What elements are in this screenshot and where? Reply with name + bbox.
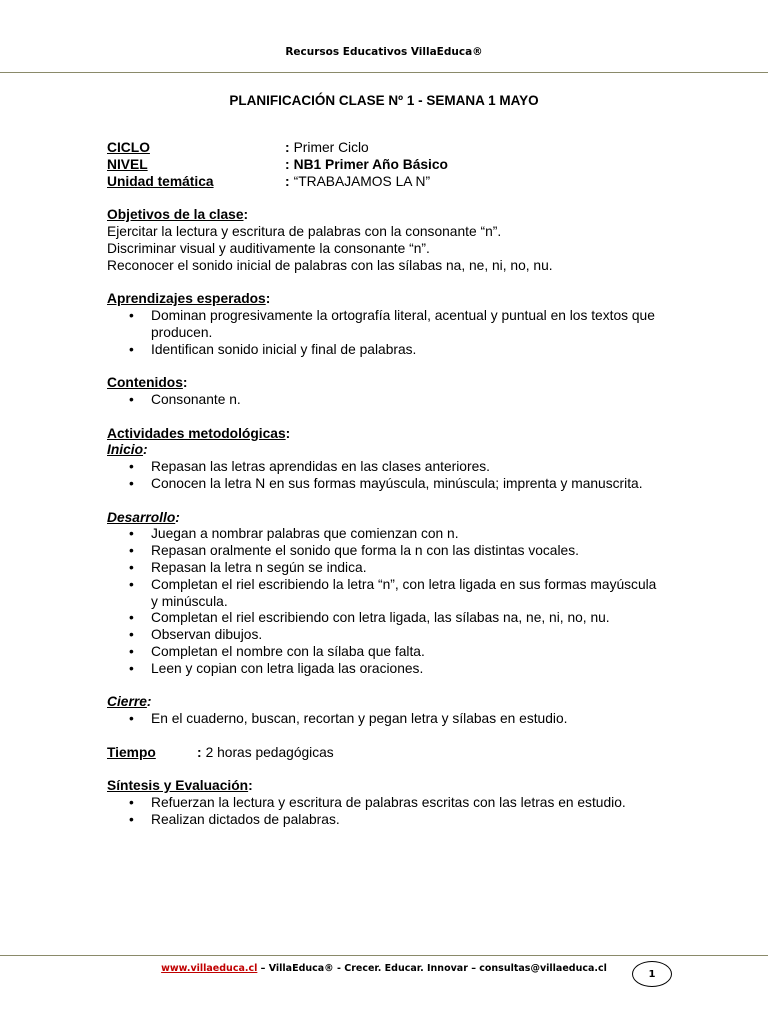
list-item: • Repasan la letra n según se indica. [151,560,667,577]
list-item: • Consonante n. [151,392,667,409]
inicio-heading: Inicio: [107,442,148,458]
tiempo-row [107,745,667,762]
colon: : [197,744,202,760]
aprendizajes-list [107,308,667,358]
info-unidad [107,174,667,191]
list-item: • Completan el nombre con la sílaba que falta. [151,644,667,661]
page-number-badge: 1 [632,961,672,987]
list-item: • Completan el riel escribiendo la letra “n”, con letra ligada en sus formas mayúscula y minúscula. [151,577,667,611]
desarrollo-heading: Desarrollo: [107,509,180,525]
contenidos-list [107,392,667,409]
header-divider [0,72,768,73]
list-item: • En el cuaderno, buscan, recortan y pegan letra y sílabas en estudio. [151,711,667,728]
tiempo-label: Tiempo [107,744,156,760]
objetivos-heading: Objetivos de la clase: [107,207,249,223]
list-item: • Juegan a nombrar palabras que comienzan con n. [151,526,667,543]
cierre-list [107,711,667,728]
footer-divider [0,955,768,956]
info-nivel [107,157,667,174]
colon: : [285,173,290,189]
colon: : [285,156,290,172]
nivel-value: NB1 Primer Año Básico [293,156,448,172]
list-item: • Leen y copian con letra ligada las oraciones. [151,661,667,678]
list-item: • Dominan progresivamente la ortografía literal, acentual y puntual en los textos que producen. [151,308,667,342]
unidad-label: Unidad temática [107,173,214,189]
desarrollo-list [107,526,667,677]
inicio-list [107,459,667,493]
unidad-value: “TRABAJAMOS LA N” [293,173,431,189]
list-item: • Repasan las letras aprendidas en las clases anteriores. [151,459,667,476]
aprendizajes-heading: Aprendizajes esperados: [107,291,271,307]
contenidos-heading: Contenidos: [107,375,188,391]
list-item: • Conocen la letra N en sus formas mayúscula, minúscula; imprenta y manuscrita. [151,476,667,493]
list-item: • Realizan dictados de palabras. [151,812,667,829]
page-header: Recursos Educativos VillaEduca® [285,46,483,58]
nivel-label: NIVEL [107,156,148,172]
page-title: PLANIFICACIÓN CLASE Nº 1 - SEMANA 1 MAYO [229,93,539,108]
cierre-heading: Cierre: [107,694,152,710]
footer-text: – VillaEduca® - Crecer. Educar. Innovar – consultas@villaeduca.cl [257,963,607,974]
objetivo-line: Discriminar visual y auditivamente la consonante “n”. [107,240,430,256]
list-item: • Observan dibujos. [151,627,667,644]
list-item: • Identifican sonido inicial y final de palabras. [151,342,667,359]
objetivo-line: Ejercitar la lectura y escritura de palabras con la consonante “n”. [107,223,502,239]
colon: : [285,140,290,155]
objetivo-line: Reconocer el sonido inicial de palabras con las sílabas na, ne, ni, no, nu. [107,257,553,273]
actividades-heading: Actividades metodológicas: [107,425,291,441]
ciclo-value: Primer Ciclo [293,140,369,155]
list-item: • Refuerzan la lectura y escritura de palabras escritas con las letras en estudio. [151,795,667,812]
ciclo-label: CICLO [107,140,150,155]
website-link[interactable]: www.villaeduca.cl [161,963,258,974]
sintesis-list [107,795,667,829]
list-item: • Repasan oralmente el sonido que forma la n con las distintas vocales. [151,543,667,560]
document-body [107,140,667,829]
info-ciclo [107,140,667,157]
tiempo-value: 2 horas pedagógicas [205,744,334,760]
list-item: • Completan el riel escribiendo con letra ligada, las sílabas na, ne, ni, no, nu. [151,610,667,627]
sintesis-heading: Síntesis y Evaluación: [107,778,253,794]
